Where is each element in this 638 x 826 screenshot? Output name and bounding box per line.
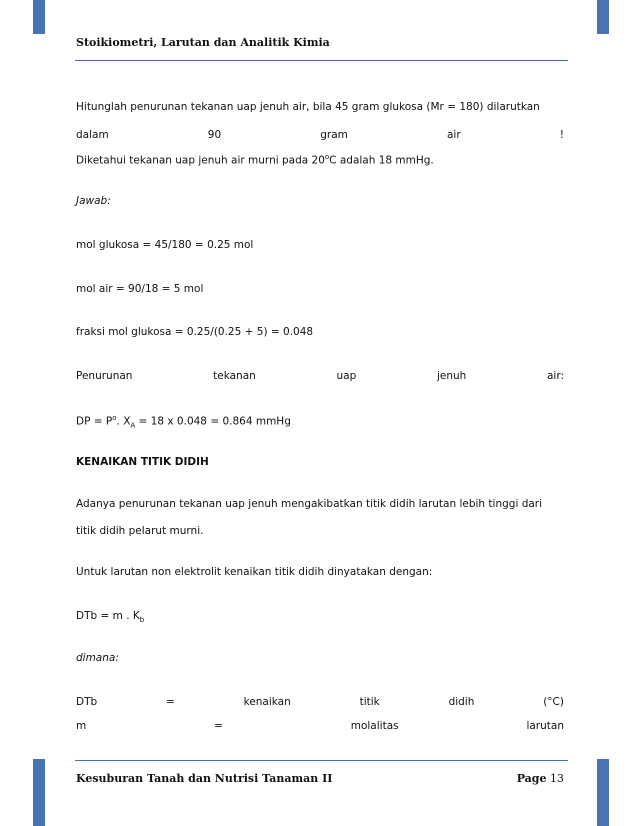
paragraph-line-2: titik didih pelarut murni. <box>76 525 204 537</box>
page-label: Page <box>516 772 547 785</box>
degree-mark: o <box>324 153 330 161</box>
word: 90 <box>207 129 222 141</box>
formula <box>76 610 564 624</box>
text: = 18 x 0.048 = 0.864 mmHg <box>135 415 291 428</box>
page-header: Stoikiometri, Larutan dan Analitik Kimia <box>76 36 330 49</box>
paragraph-line-1: Adanya penurunan tekanan uap jenuh mengakibatkan titik didih larutan lebih tinggi dari <box>76 498 543 510</box>
word: didih <box>448 696 475 708</box>
definition-dtb <box>76 696 564 708</box>
text: DP = P <box>76 415 113 428</box>
page-number-value: 13 <box>550 772 564 785</box>
word: ! <box>559 129 564 141</box>
word: DTb <box>76 696 98 708</box>
word: titik <box>359 696 380 708</box>
word: (°C) <box>543 696 564 708</box>
subscript: b <box>139 616 145 625</box>
text: C adalah 18 mmHg. <box>329 154 434 167</box>
definition-m <box>76 720 564 732</box>
word: air <box>447 129 461 141</box>
step-1: mol glukosa = 45/180 = 0.25 mol <box>76 239 254 251</box>
text: . X <box>116 415 131 428</box>
step-4 <box>76 370 564 382</box>
word: Penurunan <box>76 370 133 382</box>
paragraph-2: Untuk larutan non elektrolit kenaikan titik didih dinyatakan dengan: <box>76 566 433 578</box>
answer-label: Jawab: <box>76 195 111 207</box>
page-footer: Kesuburan Tanah dan Nutrisi Tanaman II <box>76 772 333 785</box>
footer-rule <box>75 760 568 761</box>
word: gram <box>320 129 348 141</box>
superscript: o <box>112 414 117 422</box>
text: DTb = m . K <box>76 610 140 622</box>
step-3: fraksi mol glukosa = 0.25/(0.25 + 5) = 0.048 <box>76 326 314 338</box>
question-line-3 <box>76 153 564 167</box>
word: tekanan <box>213 370 256 382</box>
word: jenuh <box>436 370 467 382</box>
page-number <box>517 772 564 785</box>
header-rule <box>75 60 568 61</box>
word: = <box>214 720 223 732</box>
word: uap <box>336 370 357 382</box>
step-2: mol air = 90/18 = 5 mol <box>76 283 204 295</box>
dimana-label: dimana: <box>76 652 119 664</box>
subscript: A <box>130 421 136 430</box>
word: air: <box>546 370 564 382</box>
question-line-1: Hitunglah penurunan tekanan uap jenuh air, bila 45 gram glukosa (Mr = 180) dilarutkan <box>76 101 540 113</box>
question-line-2 <box>76 129 564 141</box>
right-border-top <box>597 0 609 34</box>
word: molalitas <box>350 720 399 732</box>
word: kenaikan <box>243 696 291 708</box>
word: dalam <box>76 129 109 141</box>
text: Diketahui tekanan uap jenuh air murni pada 20 <box>76 154 325 167</box>
left-border-bottom <box>33 759 45 826</box>
step-5-formula <box>76 414 564 430</box>
word: m <box>76 720 87 732</box>
word: = <box>165 696 175 708</box>
right-border-bottom <box>597 759 609 826</box>
word: larutan <box>526 720 564 732</box>
section-heading: KENAIKAN TITIK DIDIH <box>76 456 209 468</box>
left-border-top <box>33 0 45 34</box>
